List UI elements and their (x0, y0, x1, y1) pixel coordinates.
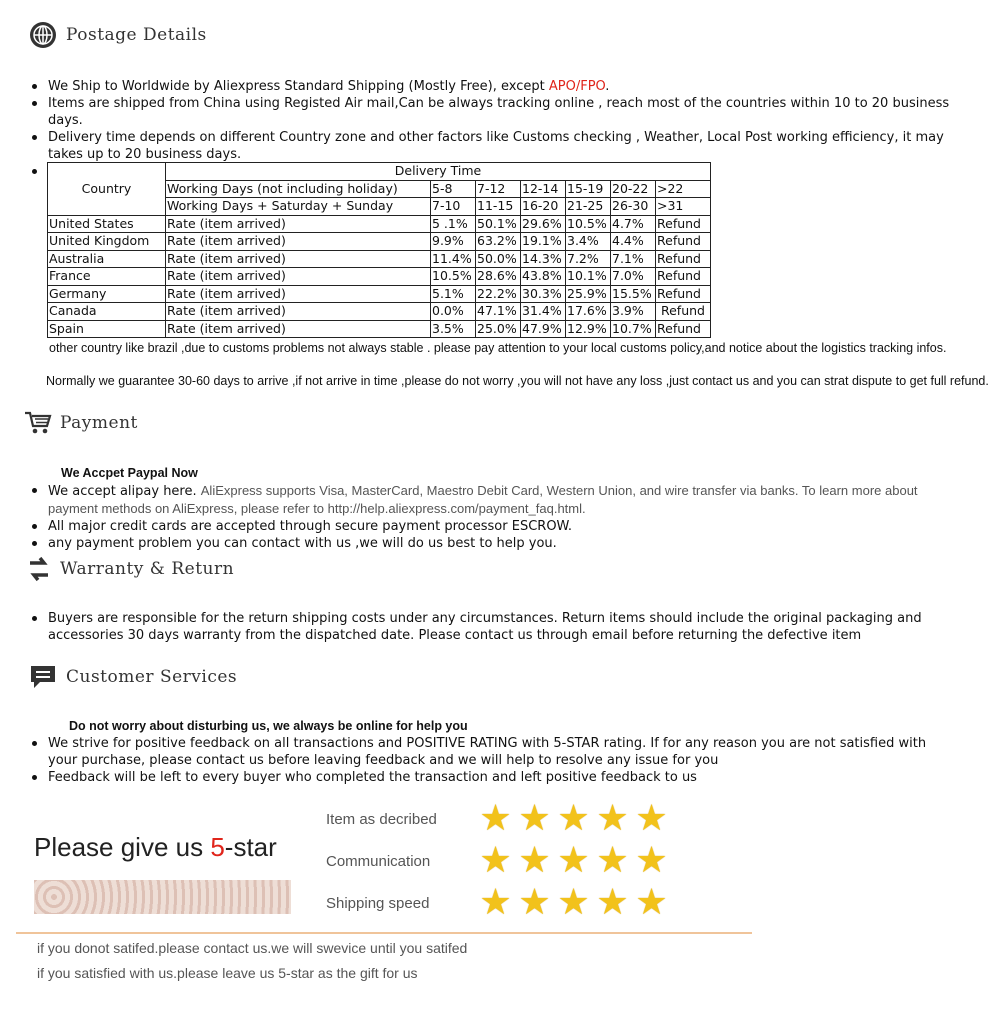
banner-footer-line-1: if you donot satifed.please contact us.we will swevice until you satifed (37, 940, 468, 956)
rate-value-cell: 10.1% (566, 268, 611, 286)
rate-value-cell: 4.7% (611, 215, 656, 233)
rate-value-cell: 7.2% (566, 250, 611, 268)
country-cell: Canada (48, 303, 166, 321)
star-rating (476, 882, 671, 923)
list-item: We strive for positive feedback on all transactions and POSITIVE RATING with 5-STAR rating. If for any reason you are not satisfied with your purchase, please contact us before leaving feedback and we will help to resolve any issue for you (28, 735, 938, 769)
rate-value-cell: 3.4% (566, 233, 611, 251)
table-cell: 7-10 (431, 198, 476, 216)
rate-rows (48, 215, 711, 338)
warranty-bullet-list (28, 610, 928, 644)
warranty-title: Warranty & Return (60, 559, 235, 579)
rating-criteria (326, 798, 686, 924)
star-icon: ★ (557, 798, 590, 839)
country-cell: France (48, 268, 166, 286)
rate-value-cell: Refund (656, 303, 711, 321)
list-item: Feedback will be left to every buyer who completed the transaction and left positive feedback to us (28, 769, 938, 786)
decorative-swirl-band (34, 880, 291, 914)
table-row (48, 320, 711, 338)
table-row (48, 268, 711, 286)
rate-value-cell: 31.4% (521, 303, 566, 321)
rate-value-cell: Refund (656, 268, 711, 286)
rate-value-cell: Refund (656, 320, 711, 338)
rate-value-cell: 30.3% (521, 285, 566, 303)
rate-label-cell: Rate (item arrived) (166, 250, 431, 268)
list-item: Items are shipped from China using Registed Air mail,Can be always tracking online , reach most of the countries within 10 to 20 business days. (28, 95, 978, 129)
table-row (48, 215, 711, 233)
guarantee-note-text: Normally we guarantee 30-60 days to arrive ,if not arrive in time ,please do not worry ,you will not have any loss ,just contact us and you can strat dispute to get full refund. (46, 374, 989, 388)
star-icon: ★ (635, 840, 668, 881)
star-icon: ★ (557, 840, 590, 881)
customs-note-text: other country like brazil ,due to customs problems not always stable . please pay attention to your local customs policy,and notice about the logistics tracking infos. (49, 341, 947, 355)
table-row (48, 303, 711, 321)
rate-value-cell: 50.0% (476, 250, 521, 268)
rate-label-cell: Rate (item arrived) (166, 303, 431, 321)
warranty-section-header (26, 553, 234, 585)
star-icon: ★ (479, 798, 512, 839)
rating-criterion-label: Item as decribed (326, 810, 437, 828)
rate-value-cell: 11.4% (431, 250, 476, 268)
rate-value-cell: 17.6% (566, 303, 611, 321)
rate-value-cell: 25.0% (476, 320, 521, 338)
table-row (48, 250, 711, 268)
rate-value-cell: 7.0% (611, 268, 656, 286)
country-cell: Germany (48, 285, 166, 303)
customer-services-subheading: Do not worry about disturbing us, we always be online for help you (69, 719, 468, 733)
star-icon: ★ (635, 882, 668, 923)
guarantee-note (16, 373, 991, 389)
table-row (48, 233, 711, 251)
table-row (48, 285, 711, 303)
list-item-text: . (605, 79, 610, 94)
table-caption: Delivery Time (166, 163, 711, 181)
payment-section-header (24, 410, 138, 436)
table-cell: >22 (656, 180, 711, 198)
customer-services-bullet-list (28, 735, 938, 786)
star-icon: ★ (596, 798, 629, 839)
rating-criterion-row (326, 798, 686, 840)
rate-value-cell: 10.5% (431, 268, 476, 286)
cta-suffix: -star (224, 832, 277, 862)
rate-value-cell: Refund (656, 233, 711, 251)
list-item-text: We Ship to Worldwide by Aliexpress Standard Shipping (Mostly Free), except (48, 79, 549, 94)
cta-highlight: 5 (210, 832, 225, 862)
rate-label-cell: Rate (item arrived) (166, 268, 431, 286)
list-item: Delivery time depends on different Country zone and other factors like Customs checking , Weather, Local Post working efficiency, it may takes up to 20 business days. (28, 129, 978, 163)
row-label: Working Days (not including holiday) (166, 180, 431, 198)
rate-value-cell: Refund (656, 250, 711, 268)
rate-value-cell: 28.6% (476, 268, 521, 286)
payment-bullet-list (28, 482, 963, 552)
list-item: All major credit cards are accepted through secure payment processor ESCROW. (28, 518, 963, 535)
rate-value-cell: 3.9% (611, 303, 656, 321)
rate-value-cell: 50.1% (476, 215, 521, 233)
list-item: Buyers are responsible for the return shipping costs under any circumstances. Return items should include the original packaging and accessories 30 days warranty from the dispatched date. Please contact us through email before returning the defective item (28, 610, 928, 644)
rate-value-cell: 47.9% (521, 320, 566, 338)
table-cell: 5-8 (431, 180, 476, 198)
rate-value-cell: 15.5% (611, 285, 656, 303)
list-item (28, 482, 963, 518)
star-icon: ★ (518, 798, 551, 839)
list-item (28, 78, 978, 95)
banner-divider (16, 932, 752, 934)
payment-title: Payment (60, 413, 138, 433)
table-cell: 15-19 (566, 180, 611, 198)
apo-fpo-highlight: APO/FPO (548, 79, 606, 94)
star-icon: ★ (596, 882, 629, 923)
chat-bubble-icon (28, 662, 58, 692)
rate-value-cell: 29.6% (521, 215, 566, 233)
star-icon: ★ (596, 840, 629, 881)
rate-value-cell: 4.4% (611, 233, 656, 251)
rate-value-cell: 9.9% (431, 233, 476, 251)
exchange-arrows-icon (26, 553, 52, 585)
delivery-time-table (47, 162, 711, 338)
star-icon: ★ (479, 840, 512, 881)
row-label: Working Days + Saturday + Sunday (166, 198, 431, 216)
list-item: any payment problem you can contact with us ,we will do us best to help you. (28, 535, 963, 552)
star-icon: ★ (518, 840, 551, 881)
table-cell: 16-20 (521, 198, 566, 216)
rating-criterion-row (326, 882, 686, 924)
table-cell: 7-12 (476, 180, 521, 198)
rate-label-cell: Rate (item arrived) (166, 215, 431, 233)
rating-criterion-label: Shipping speed (326, 894, 430, 912)
country-cell: United Kingdom (48, 233, 166, 251)
rate-value-cell: 43.8% (521, 268, 566, 286)
customs-note (16, 340, 976, 356)
globe-icon (28, 20, 58, 50)
customer-services-section-header (28, 662, 237, 692)
table-row (48, 163, 711, 181)
star-icon: ★ (518, 882, 551, 923)
table-cell: 11-15 (476, 198, 521, 216)
rating-banner (16, 790, 756, 990)
cta-prefix: Please give us (34, 832, 211, 862)
country-cell: Spain (48, 320, 166, 338)
star-icon: ★ (557, 882, 590, 923)
rate-value-cell: Refund (656, 285, 711, 303)
star-icon: ★ (635, 798, 668, 839)
rate-value-cell: 5 .1% (431, 215, 476, 233)
rate-value-cell: 47.1% (476, 303, 521, 321)
table-cell: 26-30 (611, 198, 656, 216)
rate-label-cell: Rate (item arrived) (166, 285, 431, 303)
rate-label-cell: Rate (item arrived) (166, 320, 431, 338)
table-cell: 12-14 (521, 180, 566, 198)
rating-call-to-action (34, 832, 277, 863)
banner-footer-line-2: if you satisfied with us.please leave us 5-star as the gift for us (37, 965, 418, 981)
country-cell: Australia (48, 250, 166, 268)
rating-criterion-row (326, 840, 686, 882)
shopping-cart-icon (24, 410, 52, 436)
table-cell: >31 (656, 198, 711, 216)
rating-criterion-label: Communication (326, 852, 431, 870)
list-item-text: We accept alipay here. (48, 484, 201, 499)
rate-value-cell: 22.2% (476, 285, 521, 303)
customer-services-title: Customer Services (66, 667, 238, 687)
rate-value-cell: 14.3% (521, 250, 566, 268)
star-rating (476, 798, 671, 839)
rate-value-cell: 10.7% (611, 320, 656, 338)
list-item-text: AliExpress supports Visa, MasterCard, Maestro Debit Card, Western Union, and wire transfer via banks. To learn more about payment methods on AliExpress, please refer to http://help.aliexpress.com/payment_faq.html. (48, 483, 918, 516)
postage-title: Postage Details (66, 25, 207, 45)
rate-label-cell: Rate (item arrived) (166, 233, 431, 251)
star-icon: ★ (479, 882, 512, 923)
rate-value-cell: 19.1% (521, 233, 566, 251)
table-cell: 20-22 (611, 180, 656, 198)
payment-subheading: We Accpet Paypal Now (61, 466, 198, 480)
rate-value-cell: 0.0% (431, 303, 476, 321)
rate-value-cell: Refund (656, 215, 711, 233)
country-header: Country (48, 163, 166, 216)
rate-value-cell: 25.9% (566, 285, 611, 303)
rate-value-cell: 10.5% (566, 215, 611, 233)
rate-value-cell: 5.1% (431, 285, 476, 303)
rate-value-cell: 3.5% (431, 320, 476, 338)
country-cell: United States (48, 215, 166, 233)
rate-value-cell: 12.9% (566, 320, 611, 338)
table-cell: 21-25 (566, 198, 611, 216)
rate-value-cell: 7.1% (611, 250, 656, 268)
rate-value-cell: 63.2% (476, 233, 521, 251)
star-rating (476, 840, 671, 881)
postage-section-header (28, 20, 207, 50)
